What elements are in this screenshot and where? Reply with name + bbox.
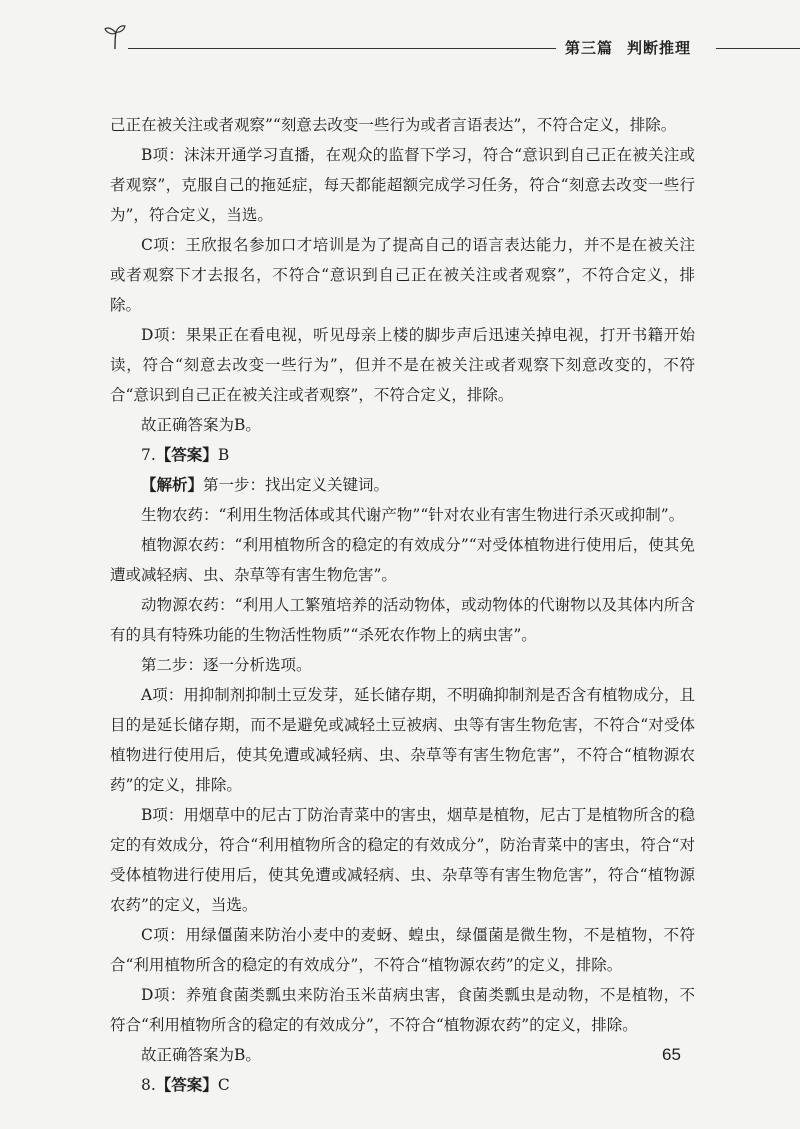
- q8-number: 8.: [141, 1076, 156, 1094]
- option-d-analysis: D项：果果正在看电视，听见母亲上楼的脚步声后迅速关掉电视，打开书籍开始读，符合“刻意去改变一些行为”，但并不是在被关注或者观察下刻意改变的，不符合“意识到自己正在被关注或者观察”，不符合定义，排除。: [110, 326, 695, 404]
- q8-answer: [110, 1070, 695, 1100]
- page-header: [0, 0, 800, 70]
- q7-analysis: [110, 470, 695, 500]
- q7-conclusion: 故正确答案为B。: [141, 1046, 261, 1064]
- body-text: [110, 110, 695, 1100]
- header-rule-left: [128, 48, 556, 49]
- answer-label: 【答案】: [155, 446, 218, 464]
- paragraph: 己正在被关注或者观察”“刻意去改变一些行为或者言语表达”，不符合定义，排除。: [110, 116, 677, 134]
- q7-option-b: B项：用烟草中的尼古丁防治青菜中的害虫，烟草是植物，尼古丁是植物所含的稳定的有效成分，符合“利用植物所含的稳定的有效成分”，防治青菜中的害虫，符合“对受体植物进行使用后，使其免遭或减轻病、虫、杂草等有害生物危害”，符合“植物源农药”的定义，当选。: [110, 806, 695, 914]
- q7-option-c: C项：用绿僵菌来防治小麦中的麦蚜、蝗虫，绿僵菌是微生物，不是植物，不符合“利用植物所含的稳定的有效成分”，不符合“植物源农药”的定义，排除。: [110, 926, 695, 974]
- section-label: [565, 37, 691, 58]
- q7-option-d: D项：养殖食菌类瓢虫来防治玉米苗病虫害，食菌类瓢虫是动物，不是植物，不符合“利用植物所含的稳定的有效成分”，不符合“植物源农药”的定义，排除。: [110, 986, 695, 1034]
- part-title: 第三篇: [565, 39, 614, 57]
- sprout-icon: [104, 24, 126, 50]
- page-number: 65: [662, 1045, 681, 1064]
- option-b-analysis: B项：沫沫开通学习直播，在观众的监督下学习，符合“意识到自己正在被关注或者观察”，克服自己的拖延症，每天都能超额完成学习任务，符合“刻意去改变一些行为”，符合定义，当选。: [110, 146, 695, 224]
- conclusion: 故正确答案为B。: [141, 416, 261, 434]
- definition-plant-pesticide: 植物源农药：“利用植物所含的稳定的有效成分”“对受体植物进行使用后，使其免遭或减轻病、虫、杂草等有害生物危害”。: [110, 536, 695, 584]
- q7-answer-value: B: [217, 446, 230, 464]
- step-two: 第二步：逐一分析选项。: [141, 656, 312, 674]
- answer-label: 【答案】: [155, 1076, 218, 1094]
- q7-number: 7.: [141, 446, 156, 464]
- analysis-label: 【解析】: [141, 476, 204, 494]
- option-c-analysis: C项：王欣报名参加口才培训是为了提高自己的语言表达能力，并不是在被关注或者观察下才去报名，不符合“意识到自己正在被关注或者观察”，不符合定义，排除。: [110, 236, 695, 314]
- definition-biopesticide: 生物农药：“利用生物活体或其代谢产物”“针对农业有害生物进行杀灭或抑制”。: [141, 506, 685, 524]
- q7-option-a: A项：用抑制剂抑制土豆发芽，延长储存期，不明确抑制剂是否含有植物成分，且目的是延长储存期，而不是避免或减轻土豆被病、虫等有害生物危害，不符合“对受体植物进行使用后，使其免遭或减轻病、虫、杂草等有害生物危害”，不符合“植物源农药”的定义，排除。: [110, 686, 695, 794]
- q8-answer-value: C: [217, 1076, 230, 1094]
- q7-answer: [110, 440, 695, 470]
- header-rule-right: [716, 48, 800, 49]
- chapter-title: 判断推理: [627, 39, 692, 57]
- analysis-step1: 第一步：找出定义关键词。: [203, 476, 390, 494]
- definition-animal-pesticide: 动物源农药：“利用人工繁殖培养的活动物体，或动物体的代谢物以及其体内所含有的具有特殊功能的生物活性物质”“杀死农作物上的病虫害”。: [110, 596, 695, 644]
